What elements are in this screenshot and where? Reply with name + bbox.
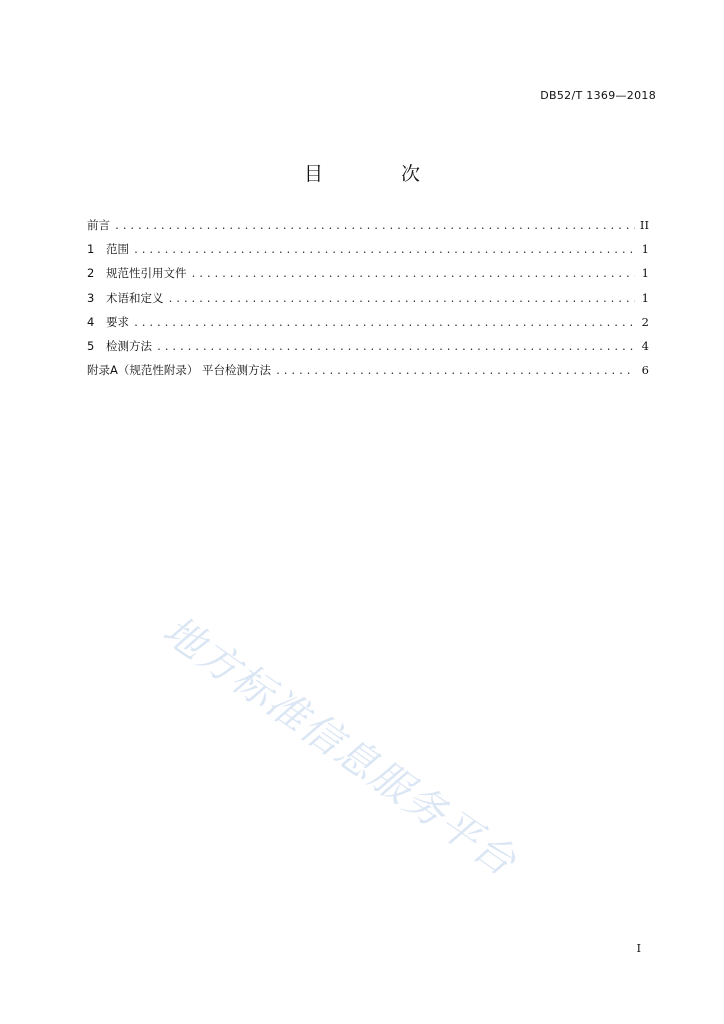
toc-entry-number: 4 <box>87 314 95 329</box>
toc-entry-page: II <box>639 218 649 232</box>
toc-entry-normative-references[interactable] <box>87 265 649 289</box>
toc-entry-label: 范围 <box>106 242 129 257</box>
toc-leader-dots <box>191 269 636 280</box>
toc-entry-number: 2 <box>87 266 95 281</box>
page-number: I <box>636 942 641 955</box>
toc-entry-foreword[interactable] <box>87 217 649 241</box>
document-code: DB52/T 1369—2018 <box>540 89 656 102</box>
watermark: 地方标准信息服务平台 <box>154 607 525 886</box>
toc-entry-label: 检测方法 <box>106 338 152 353</box>
table-of-contents <box>87 217 649 386</box>
toc-entry-page: 1 <box>641 266 649 281</box>
toc-entry-scope[interactable] <box>87 241 649 265</box>
toc-entry-label: 附录A（规范性附录） 平台检测方法 <box>87 363 272 378</box>
toc-leader-dots <box>156 342 635 353</box>
toc-entry-label: 要求 <box>106 314 129 329</box>
toc-entry-appendix-a[interactable] <box>87 362 649 386</box>
toc-entry-number: 3 <box>87 290 95 305</box>
toc-leader-dots <box>133 318 635 329</box>
toc-leader-dots <box>133 245 635 256</box>
page-title: 目 次 <box>303 163 457 185</box>
toc-entry-number: 5 <box>87 338 95 353</box>
toc-entry-page: 1 <box>641 290 649 305</box>
toc-entry-page: 4 <box>641 338 649 353</box>
toc-entry-label: 规范性引用文件 <box>106 266 187 281</box>
toc-entry-page: 2 <box>641 314 649 329</box>
toc-leader-dots <box>168 294 636 305</box>
toc-leader-dots <box>114 221 635 232</box>
toc-entry-test-methods[interactable] <box>87 338 649 362</box>
toc-entry-requirements[interactable] <box>87 314 649 338</box>
toc-entry-page: 1 <box>641 242 649 257</box>
toc-leader-dots <box>275 366 635 377</box>
toc-entry-label: 术语和定义 <box>106 290 164 305</box>
toc-entry-terms-definitions[interactable] <box>87 290 649 314</box>
toc-entry-page: 6 <box>641 363 649 378</box>
toc-entry-label: 前言 <box>87 218 110 232</box>
toc-entry-number: 1 <box>87 242 95 257</box>
